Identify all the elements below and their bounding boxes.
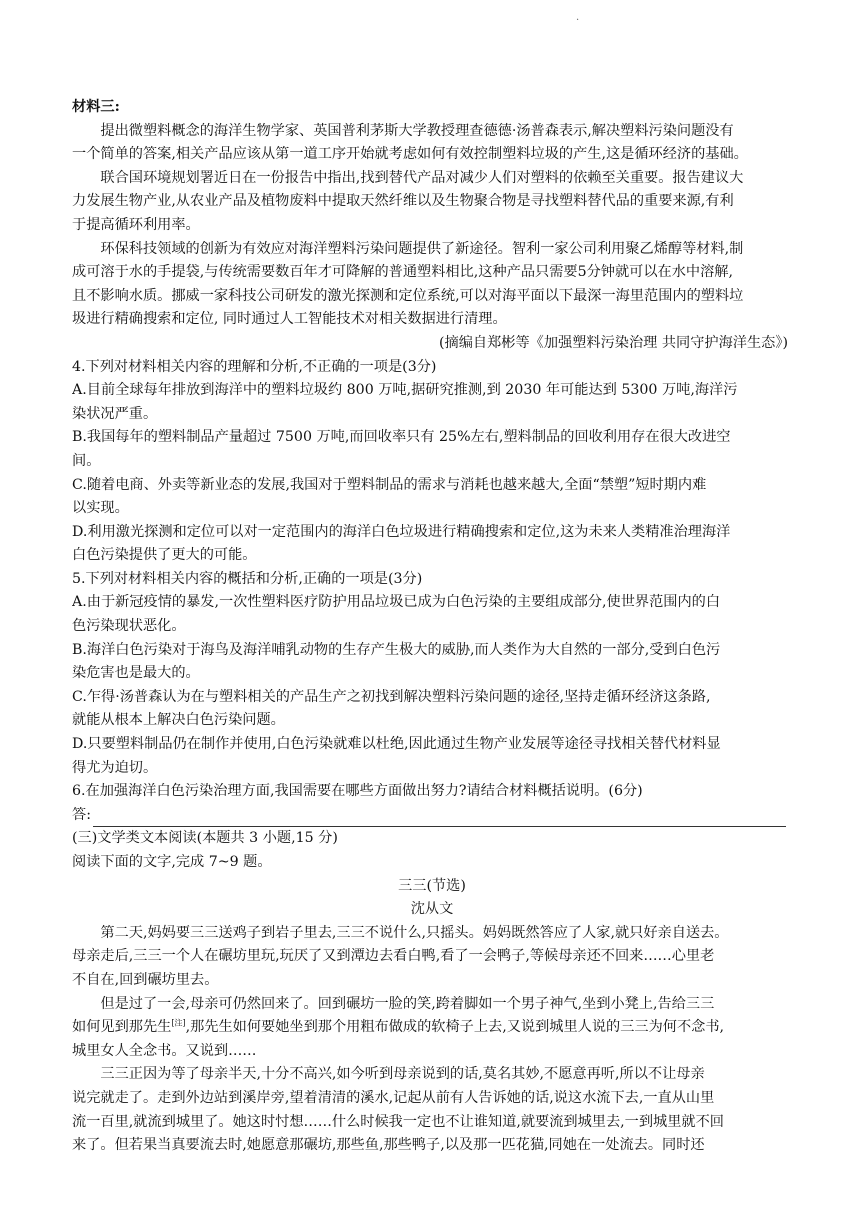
story-line: 流一百里,就流到城里了。她这时忖想……什么时候我一定也不让谁知道,就要流到城里去,一到城里就不回 [72, 1113, 724, 1130]
question-line: 染状况严重。 [72, 405, 158, 422]
question-line: 白色污染提供了更大的可能。 [72, 547, 257, 564]
question-line: 5.下列对材料相关内容的概括和分析,正确的一项是(3分) [72, 570, 423, 587]
question-line: 4.下列对材料相关内容的理解和分析,不正确的一项是(3分) [72, 358, 437, 375]
question-line: D.只要塑料制品仍在制作并使用,白色污染就难以杜绝,因此通过生物产业发展等途径寻找相关替代材料显 [72, 736, 721, 753]
footnote-marker: [注] [171, 1018, 186, 1028]
document-body [72, 96, 792, 1158]
answer-line [72, 804, 792, 828]
story-line: 不自在,回到碾坊里去。 [72, 971, 219, 988]
story-text: 如何见到那先生 [72, 1019, 172, 1036]
story-paragraph-2 [72, 993, 792, 1064]
question-line: 6.在加强海洋白色污染治理方面,我国需要在哪些方面做出努力?请结合材料概括说明。(6分) [72, 783, 643, 800]
story-paragraph-3 [72, 1063, 792, 1157]
question-line: B.我国每年的塑料制品产量超过 7500 万吨,而回收率只有 25%左右,塑料制品的回收利用存在很大改进空 [72, 429, 731, 446]
section-instruction: 阅读下面的文字,完成 7~9 题。 [72, 854, 272, 870]
question-line: 就能从根本上解决白色污染问题。 [72, 712, 285, 729]
question-line: C.乍得·汤普森认为在与塑料相关的产品生产之初找到解决塑料污染问题的途径,坚持走循环经济这条路, [72, 688, 711, 705]
material-line: 联合国环境规划署近日在一份报告中指出,找到替代产品对减少人们对塑料的依赖至关重要。报告建议大 [100, 169, 744, 186]
question-line: A.由于新冠疫情的暴发,一次性塑料医疗防护用品垃圾已成为白色污染的主要组成部分,使世界范围内的白 [72, 594, 721, 611]
story-title: 三三(节选) [398, 877, 466, 894]
question-line: 间。 [72, 452, 101, 469]
answer-label: 答: [72, 806, 91, 823]
material-line: 一个简单的答案,相关产品应该从第一道工序开始就考虑如何有效控制塑料垃圾的产生,这是循环经济的基础。 [72, 146, 748, 163]
question-line: C.随着电商、外卖等新业态的发展,我国对于塑料制品的需求与消耗也越来越大,全面“禁塑”短时期内难 [72, 476, 707, 493]
material-source: (摘编自郑彬等《加强塑料污染治理 共同守护海洋生态》) [439, 334, 788, 351]
question-line: B.海洋白色污染对于海鸟及海洋哺乳动物的生存产生极大的威胁,而人类作为大自然的一部分,受到白色污 [72, 641, 721, 658]
story-line: 来了。但若果当真要流去时,她愿意那碾坊,那些鱼,那些鸭子,以及那一匹花猫,同她在一处流去。同时还 [72, 1137, 705, 1154]
story-text: ,那先生如何要她坐到那个用粗布做成的软椅子上去,又说到城里人说的三三为何不念书, [185, 1019, 725, 1036]
question-line: A.目前全球每年排放到海洋中的塑料垃圾约 800 万吨,据研究推测,到 2030 年可能达到 5300 万吨,海洋污 [72, 382, 738, 399]
material-line: 力发展生物产业,从农业产品及植物废料中提取天然纤维以及生物聚合物是寻找塑料替代品的重要来源,有利 [72, 193, 734, 210]
material-line: 环保科技领域的创新为有效应对海洋塑料污染问题提供了新途径。智利一家公司利用聚乙烯醇等材料,制 [100, 240, 744, 257]
question-line: 染危害也是最大的。 [72, 665, 200, 682]
material-line: 且不影响水质。挪威一家科技公司研发的激光探测和定位系统,可以对海平面以下最深一海里范围内的塑料垃 [72, 287, 744, 304]
material-line: 提出微塑料概念的海洋生物学家、英国普利茅斯大学教授理查德德·汤普森表示,解决塑料污染问题没有 [100, 122, 734, 139]
material-text [72, 120, 792, 332]
story-line: 三三正因为等了母亲半天,十分不高兴,如今听到母亲说到的话,莫名其妙,不愿意再听,所以不让母亲 [100, 1066, 705, 1083]
material-line: 圾进行精确搜索和定位, 同时通过人工智能技术对相关数据进行清理。 [72, 311, 507, 328]
question-line: 色污染现状恶化。 [72, 618, 186, 635]
story-line [72, 1016, 792, 1040]
story-line: 说完就走了。走到外边站到溪岸旁,望着清清的溪水,记起从前有人告诉她的话,说这水流下去,一直从山里 [72, 1089, 715, 1106]
story-line: 母亲走后,三三一个人在碾坊里玩,玩厌了又到潭边去看白鸭,看了一会鸭子,等候母亲还不回来……心里老 [72, 948, 715, 965]
story-line: 第二天,妈妈要三三送鸡子到岩子里去,三三不说什么,只摇头。妈妈既然答应了人家,就只好亲自送去。 [100, 924, 729, 941]
material-heading: 材料三: [72, 99, 120, 115]
story-line: 但是过了一会,母亲可仍然回来了。回到碾坊一脸的笑,跨着脚如一个男子神气,坐到小凳上,告给三三 [100, 995, 715, 1012]
answer-rule [93, 811, 786, 827]
question-line: 以实现。 [72, 500, 129, 517]
section-heading: (三)文学类文本阅读(本题共 3 小题,15 分) [72, 830, 338, 847]
material-line: 于提高循环利用率。 [72, 216, 200, 233]
story-paragraph-1 [72, 922, 792, 993]
story-line: 城里女人全念书。又说到…… [72, 1042, 257, 1059]
question-list [72, 356, 792, 804]
header-mark: . [576, 12, 580, 23]
material-line: 成可溶于水的手提袋,与传统需要数百年才可降解的普通塑料相比,这种产品只需要5分钟就可以在水中溶解, [72, 264, 733, 281]
question-line: 得尤为迫切。 [72, 759, 158, 776]
question-line: D.利用激光探测和定位可以对一定范围内的海洋白色垃圾进行精确搜索和定位,这为未来人类精准治理海洋 [72, 523, 731, 540]
story-author: 沈从文 [410, 901, 454, 918]
